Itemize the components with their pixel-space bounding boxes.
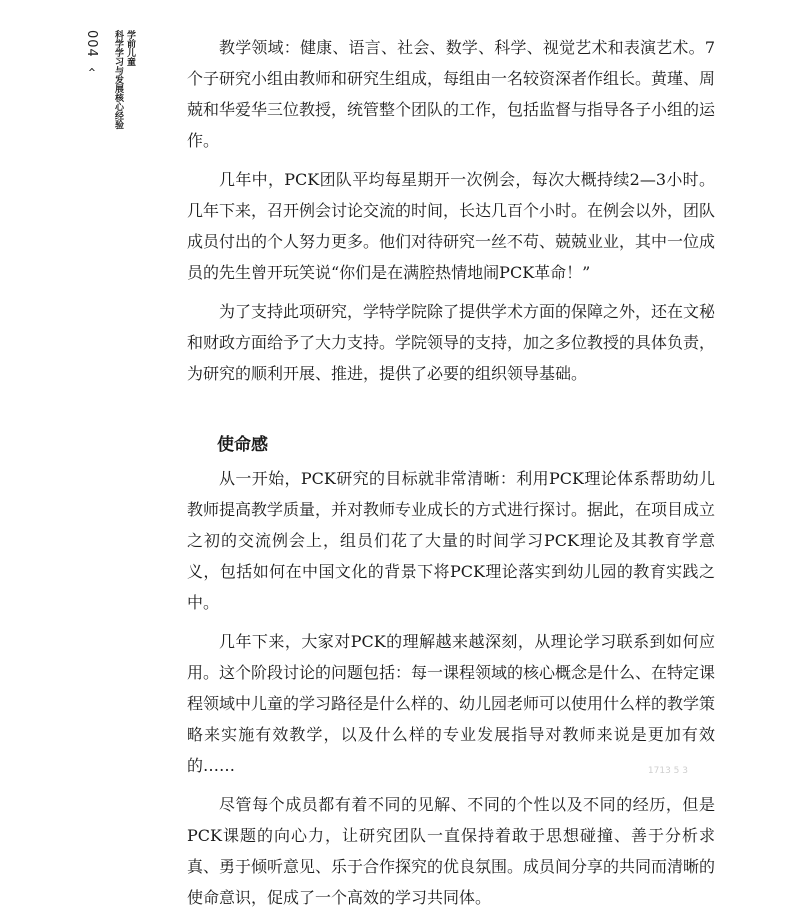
paragraph: 教学领域：健康、语言、社会、数学、科学、视觉艺术和表演艺术。7个子研究小组由教师和研究生组成，每组由一名较资深者作组长。黄瑾、周兢和华爱华三位教授，统管整个团队的工作，包括监督与指导各子小组的运作。 <box>187 38 716 150</box>
page-body <box>187 32 715 921</box>
book-title <box>112 30 136 129</box>
paragraph: 几年下来，大家对PCK的理解越来越深刻，从理论学习联系到如何应用。这个阶段讨论的问题包括：每一课程领域的核心概念是什么、在特定课程领域中儿童的学习路径是什么样的、幼儿园老师可以使用什么样的教学策略来实施有效教学，以及什么样的专业发展指导对教师来说是更加有效的…… <box>187 632 716 775</box>
paragraph: 从一开始，PCK研究的目标就非常清晰：利用PCK理论体系帮助幼儿教师提高教学质量，并对教师专业成长的方式进行探讨。据此，在项目成立之初的交流例会上，组员们花了大量的时间学习PCK理论及其教育学意义，包括如何在中国文化的背景下将PCK理论落实到幼儿园的教育实践之中。 <box>187 469 716 612</box>
paragraph: 几年中，PCK团队平均每星期开一次例会，每次大概持续2—3小时。几年下来，召开例会讨论交流的时间，长达几百个小时。在例会以外，团队成员付出的个人努力更多。他们对待研究一丝不苟、兢兢业业，其中一位成员的先生曾开玩笑说“你们是在满腔热情地闹PCK革命！” <box>187 170 716 282</box>
book-title-line2: 科学学习与发展核心经验 <box>113 30 123 129</box>
page-number-text: 004 <box>84 30 99 58</box>
page-arrow-icon: ‹ <box>84 66 99 74</box>
library-stamp: 1713 5 3 <box>647 766 688 776</box>
section-heading: 使命感 <box>217 435 268 455</box>
paragraph: 为了支持此项研究，学特学院除了提供学术方面的保障之外，还在文秘和财政方面给予了大力支持。学院领导的支持，加之多位教授的具体负责，为研究的顺利开展、推进，提供了必要的组织领导基础。 <box>187 302 716 383</box>
page-number <box>84 30 99 73</box>
paragraph: 尽管每个成员都有着不同的见解、不同的个性以及不同的经历，但是PCK课题的向心力，让研究团队一直保持着敢于思想碰撞、善于分析求真、勇于倾听意见、乐于合作探究的优良氛围。成员间分享的共同而清晰的使命意识，促成了一个高效的学习共同体。 <box>187 795 716 907</box>
running-header <box>84 30 136 190</box>
book-title-line1: 学前儿童 <box>125 30 135 66</box>
